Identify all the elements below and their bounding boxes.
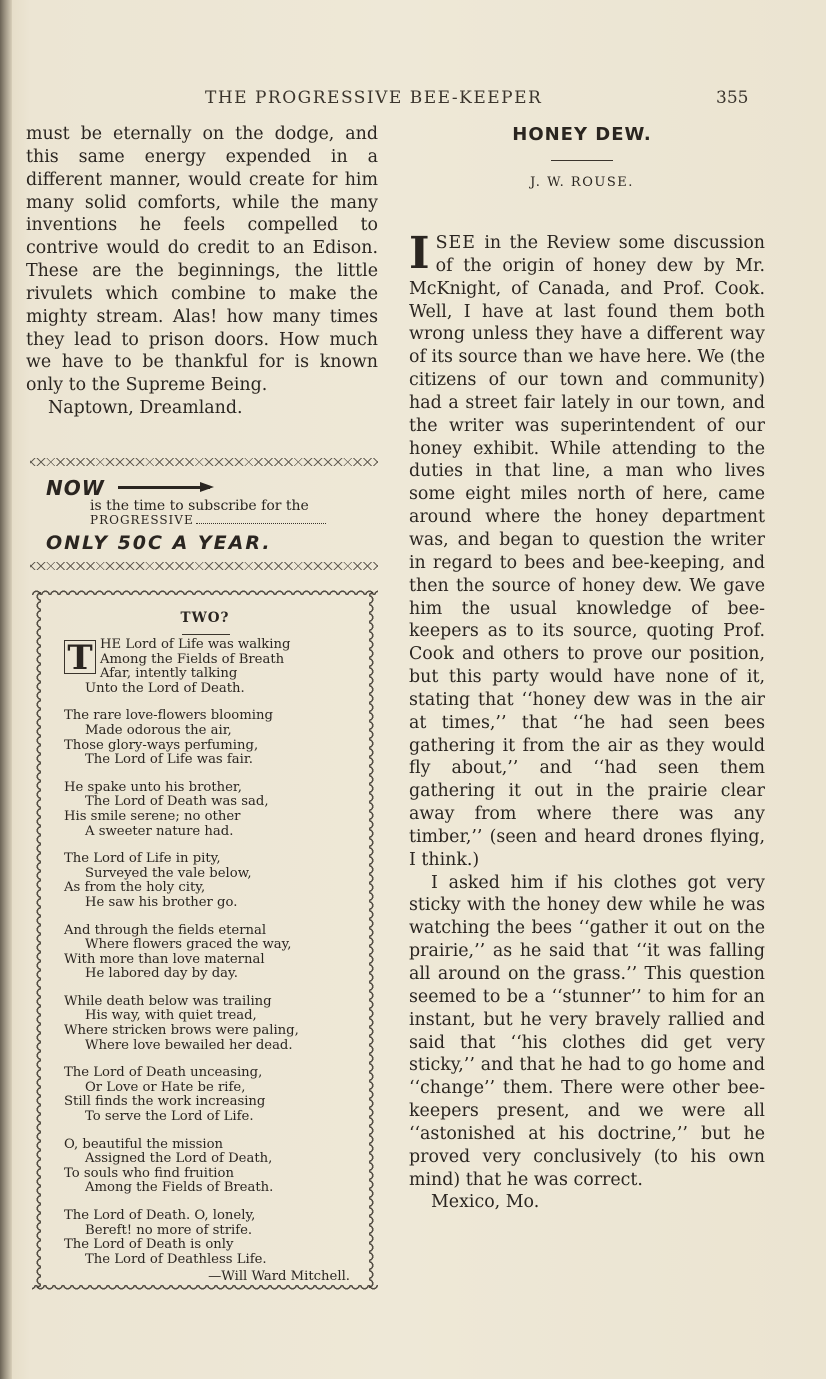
article-lead-word: SEE	[435, 233, 476, 253]
poem-line: O, beautiful the mission	[64, 1136, 224, 1152]
poem-line: Assigned the Lord of Death,	[85, 1151, 273, 1167]
poem-line: A sweeter nature had.	[85, 823, 234, 839]
poem-line: Those glory-ways perfuming,	[64, 737, 259, 753]
ad-dotted-leader	[196, 523, 326, 524]
article-author: J. W. ROUSE.	[530, 175, 634, 190]
ornamental-border-top	[32, 586, 378, 595]
poem-stanza	[64, 1066, 364, 1124]
poem-line: The Lord of Death was sad,	[85, 794, 269, 810]
ad-now: NOW	[46, 476, 105, 500]
poem-line: His smile serene; no other	[64, 808, 241, 824]
poem-line: Among the Fields of Breath	[100, 651, 285, 667]
poem-line: And through the fields eternal	[64, 922, 267, 938]
ad-line1: is the time to subscribe for the	[90, 498, 309, 514]
poem-line: To souls who find fruition	[64, 1165, 234, 1181]
ornamental-border-bottom	[32, 1285, 378, 1294]
poem-line: With more than love maternal	[64, 951, 265, 967]
poem-line: The Lord of Life in pity,	[64, 851, 221, 867]
ad-publication: PROGRESSIVE	[90, 513, 194, 527]
poem-line: Made odorous the air,	[85, 722, 232, 738]
poem-line: Or Love or Hate be rife,	[85, 1079, 246, 1095]
poem-line: The Lord of Death. O, lonely,	[64, 1208, 256, 1223]
article-heading-rule	[551, 160, 613, 161]
poem-body	[64, 638, 364, 1285]
poem-line: His way, with quiet tread,	[85, 1008, 257, 1024]
poem-line: The Lord of Death unceasing,	[64, 1065, 263, 1081]
poem-stanza	[64, 781, 364, 839]
poem-line: To serve the Lord of Life.	[85, 1109, 254, 1125]
poem-stanza	[64, 1209, 364, 1267]
book-binding-edge	[0, 0, 12, 1379]
poem-line: He labored day by day.	[85, 966, 238, 982]
poem-line: Where love bewailed her dead.	[85, 1037, 293, 1053]
poem-stanza	[64, 995, 364, 1053]
poem-title-rule	[182, 634, 230, 635]
ad-arrow-icon	[118, 486, 210, 489]
poem-line: The Lord of Death is only	[64, 1237, 234, 1253]
poem-line: Surveyed the vale below,	[85, 865, 252, 881]
article-paragraph-1-text: in the Review some discussion of the origin of honey dew by Mr. McKnight, of Canada, and Prof. Cook. Well, I have at last found them both wrong unless they have a different way of its source than we have here. We (the citizens of our town and community) had a street fair lately in our town, and the writer was superintendent of our honey exhibit. While attending to the duties in that line, a man who lives some eight miles north of here, came around where the honey department was, and began to question the writer in regard to bees and bee-keeping, and then the source of honey dew. We gave him the usual knowledge of bee-keepers as to its source, quoting Prof. Cook and others to prove our position, but this party would have none of it, stating that ‘‘honey dew was in the air at times,’’ that ‘‘he had seen bees gathering it from the air as they would fly about,’’ and ‘‘had seen them gathering it out in the prairie clear away from where there was any timber,’’ (seen and heard drones flying, I think.)	[409, 233, 765, 870]
article-heading: HONEY DEW.	[512, 124, 652, 145]
poem-line: As from the holy city,	[64, 880, 206, 896]
ad-line2	[90, 513, 334, 527]
wavy-rule-top	[30, 458, 378, 466]
poem-stanza	[64, 709, 364, 767]
poem-stanza	[64, 852, 364, 910]
poem-line: The Lord of Deathless Life.	[85, 1251, 267, 1267]
ornamental-border-left	[32, 592, 41, 1288]
poem-line: Still finds the work increasing	[64, 1094, 266, 1110]
article-paragraph-1	[409, 228, 765, 872]
ad-price: ONLY 50C A YEAR.	[46, 532, 272, 554]
right-column	[409, 228, 765, 1214]
poem-line: Among the Fields of Breath.	[85, 1180, 274, 1196]
poem-stanza	[64, 924, 364, 982]
left-column	[26, 123, 378, 420]
poem-line: Unto the Lord of Death.	[85, 680, 245, 696]
poem-stanza	[64, 638, 364, 696]
poem-line: Where flowers graced the way,	[85, 937, 292, 953]
left-signoff: Naptown, Dreamland.	[48, 398, 243, 419]
running-head: THE PROGRESSIVE BEE-KEEPER	[205, 88, 543, 108]
poem-title: TWO?	[180, 610, 230, 626]
left-paragraph: must be eternally on the dodge, and this same energy expended in a different manner, would create for him many solid comforts, while the many inventions he feels compelled to contrive would do credit to an Edison. These are the beginnings, the little rivulets which combine to make the mighty stream. Alas! how many times they lead to prison doors. How much we have to be thankful for is known only to the Supreme Being.	[26, 124, 378, 396]
poem-line: Afar, intently talking	[100, 666, 238, 682]
poem-line: HE Lord of Life was walking	[100, 637, 291, 652]
poem-line: The rare love-flowers blooming	[64, 708, 273, 724]
poem-line: He spake unto his brother,	[64, 779, 242, 795]
poem-line: He saw his brother go.	[85, 894, 238, 910]
article-paragraph-2: I asked him if his clothes got very sticky with the honey dew while he was watching the bees ‘‘gather it out on the prairie,’’ as he said that ‘‘it was falling all around on the grass.’’ This question seemed to be a ‘‘stunner’’ to him for an instant, but he very bravely rallied and said that ‘‘his clothes did get very sticky,’’ and that he had to go home and ‘‘change’’ them. There were other bee-keepers present, and we were all ‘‘astonished at his doctrine,’’ but he proved very conclusively (to his own mind) that he was correct.	[409, 872, 765, 1190]
ornamental-border-right	[369, 592, 378, 1288]
poem-box	[32, 586, 378, 1294]
poem-dropcap: T	[64, 640, 96, 674]
article-dropcap: I	[409, 228, 430, 279]
wavy-rule-bottom	[30, 562, 378, 570]
article-signoff: Mexico, Mo.	[431, 1192, 540, 1213]
poem-line: The Lord of Life was fair.	[85, 752, 253, 768]
poem-line: Where stricken brows were paling,	[64, 1023, 299, 1039]
poem-line: Bereft! no more of strife.	[85, 1222, 253, 1238]
poem-author: —Will Ward Mitchell.	[208, 1269, 350, 1285]
page-number: 355	[716, 88, 749, 108]
poem-line: While death below was trailing	[64, 993, 272, 1009]
poem-stanza	[64, 1138, 364, 1196]
